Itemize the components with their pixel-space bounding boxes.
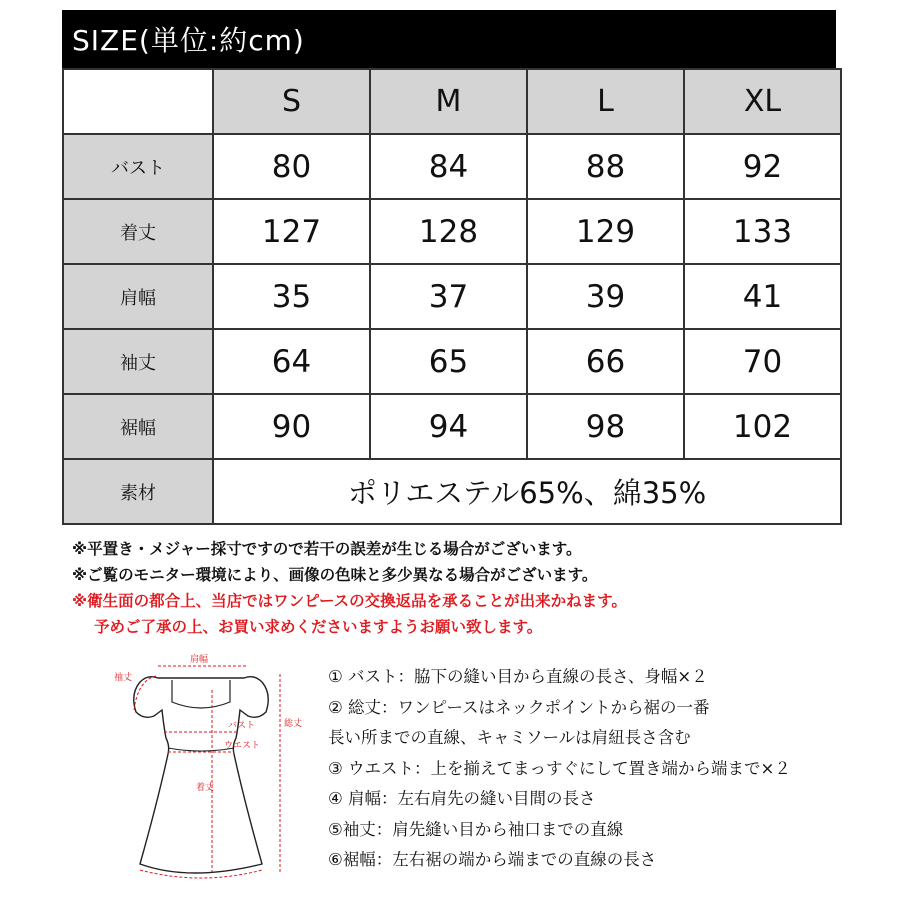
list-item: ③ ウエスト：上を揃えてまっすぐにして置き端から端まで×２ (328, 758, 791, 778)
size-title: SIZE(単位:約cm) (72, 24, 305, 57)
table-cell: 129 (527, 199, 684, 264)
measurement-guide (328, 662, 791, 876)
table-cell: 88 (527, 134, 684, 199)
table-cell: 66 (527, 329, 684, 394)
warning-line: ※衛生面の都合上、当店ではワンピースの交換返品を承ることが出来かねます。 (72, 592, 627, 610)
row-label-hem: 裾幅 (63, 394, 213, 459)
size-table (62, 68, 842, 525)
neckline (172, 680, 230, 708)
table-row (63, 329, 841, 394)
table-row (63, 394, 841, 459)
table-cell: 41 (684, 264, 841, 329)
row-label-bust: バスト (63, 134, 213, 199)
table-cell: 133 (684, 199, 841, 264)
list-item: ① バスト：脇下の縫い目から直線の長さ、身幅×２ (328, 667, 708, 686)
row-label-shoulder: 肩幅 (63, 264, 213, 329)
table-cell: 128 (370, 199, 527, 264)
shoulder-label: 肩幅 (190, 655, 209, 665)
material-value: ポリエステル65%、綿35% (213, 459, 841, 524)
table-cell: 37 (370, 264, 527, 329)
list-item: ⑥裾幅：左右裾の端から端までの直線の長さ (328, 850, 657, 869)
table-cell: 84 (370, 134, 527, 199)
size-col-s: S (213, 69, 370, 134)
sleeve-label: 袖丈 (114, 673, 133, 683)
note-line: ※ご覧のモニター環境により、画像の色味と多少異なる場合がございます。 (72, 566, 598, 584)
material-row (63, 459, 841, 524)
table-cell: 92 (684, 134, 841, 199)
table-cell: 65 (370, 329, 527, 394)
notes (72, 536, 627, 640)
table-cell: 102 (684, 394, 841, 459)
waist-label: ウエスト (224, 741, 261, 751)
table-cell: 127 (213, 199, 370, 264)
dress-outline (134, 677, 269, 873)
row-label-sleeve: 袖丈 (63, 329, 213, 394)
note-line: ※平置き・メジャー採寸ですので若干の誤差が生じる場合がございます。 (72, 540, 582, 558)
size-col-l: L (527, 69, 684, 134)
list-item: ⑤袖丈：肩先縫い目から袖口までの直線 (328, 819, 624, 839)
list-item: ④ 肩幅：左右肩先の縫い目間の長さ (328, 789, 596, 808)
table-cell: 80 (213, 134, 370, 199)
bust-label: バスト (228, 721, 256, 731)
warning-line: 予めご了承の上、お買い求めくださいますようお願い致します。 (94, 618, 543, 636)
table-cell: 98 (527, 394, 684, 459)
hem-line (140, 870, 262, 878)
list-item: 長い所までの直線、キャミソールは肩紐長さ含む (328, 728, 691, 747)
row-label-material: 素材 (63, 459, 213, 524)
length-label: 着丈 (196, 783, 215, 793)
list-item: ② 総丈：ワンピースはネックポイントから裾の一番 (328, 697, 710, 717)
table-row (63, 264, 841, 329)
dress-diagram (100, 650, 320, 890)
corner-cell (63, 69, 213, 134)
table-cell: 90 (213, 394, 370, 459)
table-cell: 35 (213, 264, 370, 329)
size-col-xl: XL (684, 69, 841, 134)
table-row (63, 199, 841, 264)
table-cell: 94 (370, 394, 527, 459)
total-length-label: 総丈 (284, 719, 303, 729)
table-cell: 70 (684, 329, 841, 394)
size-col-m: M (370, 69, 527, 134)
size-header-row (63, 69, 841, 134)
row-label-length: 着丈 (63, 199, 213, 264)
table-row (63, 134, 841, 199)
table-cell: 39 (527, 264, 684, 329)
size-title-bar (62, 10, 836, 68)
sleeve-line (134, 676, 156, 710)
table-cell: 64 (213, 329, 370, 394)
